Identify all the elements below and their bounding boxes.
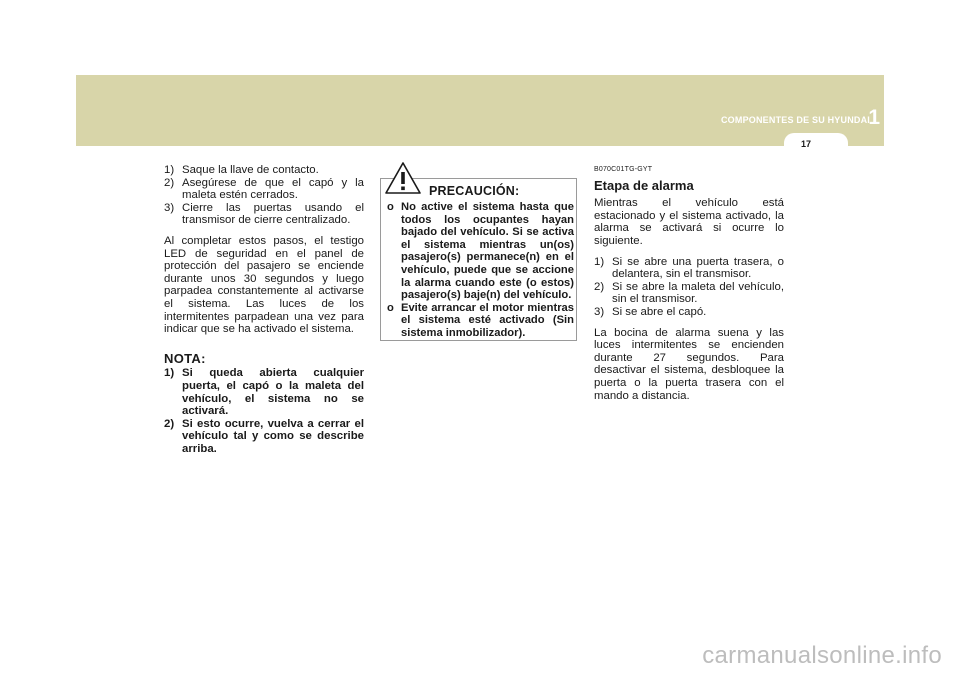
warning-title: PRECAUCIÓN:	[429, 184, 520, 198]
alarm-paragraph: La bocina de alarma suena y las luces intermitentes se encienden durante 27 segundos. Para desactivar el sistema, desbloquee la puerta o la puerta trasera con el mando a distancia.	[594, 326, 784, 402]
list-item: o No active el sistema hasta que todos los ocupantes hayan bajado del vehículo. Si se activa el sistema mientras un(os) pasajero(s) permanece(n) en el vehículo, puede que se accione la alarma cuando este (o estos) pasajero(s) baje(n) del vehículo.	[387, 201, 574, 302]
list-item: 3) Si se abre el capó.	[594, 305, 707, 318]
activation-paragraph: Al completar estos pasos, el testigo LED de seguridad en el panel de protección del pasajero se enciende durante unos 30 segundos y luego parpadea constantemente al activarse el sistema. Las luces de los intermitentes parpadean una vez para indicar que se ha activado el sistema.	[164, 234, 364, 336]
chapter-banner	[76, 75, 884, 146]
chapter-title: COMPONENTES DE SU HYUNDAI	[720, 115, 870, 125]
alarm-conditions	[594, 256, 784, 319]
list-item: 3) Cierre las puertas usando el transmisor de cierre centralizado.	[164, 201, 364, 227]
column-right	[594, 164, 784, 410]
section-title: Etapa de alarma	[594, 177, 694, 193]
list-item: 1) Si se abre una puerta trasera, o delantera, sin el transmisor.	[594, 255, 784, 281]
page-number: 17	[800, 139, 811, 149]
warning-triangle-icon	[384, 161, 422, 195]
list-item: 2) Si se abre la maleta del vehículo, sin el transmisor.	[594, 280, 784, 306]
warning-list	[387, 201, 574, 340]
list-item: 1) Si queda abierta cualquier puerta, el capó o la maleta del vehículo, el sistema no se activará.	[164, 367, 364, 418]
nota-list	[164, 367, 364, 455]
list-item: 2) Asegúrese de que el capó y la maleta estén cerrados.	[164, 176, 364, 202]
list-item: o Evite arrancar el motor mientras el sistema esté activado (Sin sistema inmobilizador).	[387, 301, 574, 339]
list-item: 1) Saque la llave de contacto.	[164, 164, 319, 176]
column-left	[164, 164, 364, 463]
section-code: B070C01TG-GYT	[594, 166, 653, 173]
list-item: 2) Si esto ocurre, vuelva a cerrar el vehículo tal y como se describe arriba.	[164, 417, 364, 455]
section-intro: Mientras el vehículo está estacionado y el sistema activado, la alarma se activará si ocurre lo siguiente.	[594, 197, 784, 247]
nota-title: NOTA:	[164, 350, 206, 366]
chapter-number: 1	[868, 106, 880, 129]
watermark: carmanualsonline.info	[702, 642, 942, 669]
activation-steps	[164, 164, 364, 227]
